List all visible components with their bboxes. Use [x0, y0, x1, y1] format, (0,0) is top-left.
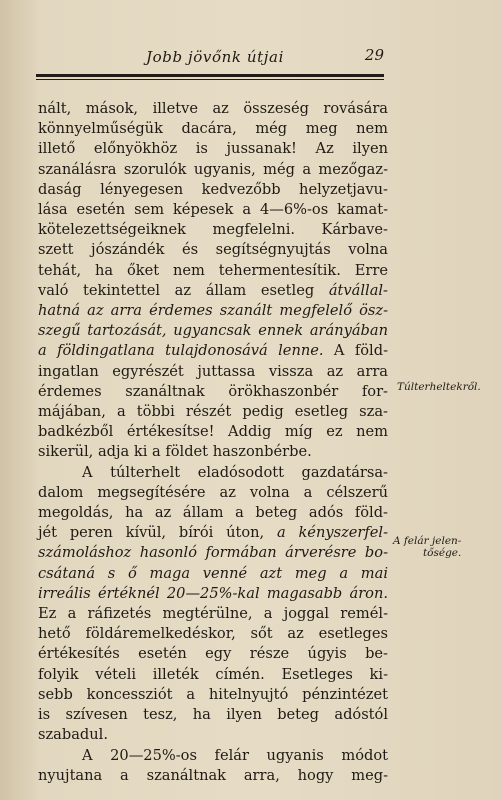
text-line: szabadul. — [38, 726, 108, 744]
emphasis-text: átvállal- — [328, 281, 388, 299]
text-line — [38, 523, 388, 543]
emphasis-line: hatná az arra érdemes szanált megfelelő ösz- — [38, 302, 388, 320]
text-line: dalom megsegítésére az volna a célszerű — [38, 483, 388, 501]
text-line: daság lényegesen kedvezőbb helyzetjavu- — [38, 180, 388, 198]
margin-note-line: tősége. — [422, 547, 462, 559]
margin-note-tulterheltekrol: Túlterheltekről. — [397, 381, 481, 393]
text-segment: jét peren kívül, bírói úton, — [38, 524, 277, 542]
text-line: hető földáremelkedéskor, sőt az esetleges — [38, 625, 388, 643]
body-text — [38, 99, 388, 786]
text-line: is szívesen tesz, ha ilyen beteg adóstól — [38, 706, 388, 724]
text-segment: A föld- — [323, 342, 388, 360]
text-line: Ez a ráfizetés megtérülne, a joggal remél- — [38, 605, 388, 623]
text-line: sikerül, adja ki a földet haszonbérbe. — [38, 443, 312, 461]
paragraph-start-line: A 20—25%-os felár ugyanis módot — [82, 746, 388, 764]
text-segment: való tekintettel az állam esetleg — [38, 281, 329, 299]
text-line: tehát, ha őket nem tehermentesítik. Erre — [38, 261, 388, 279]
emphasis-line: számoláshoz hasonló formában árverésre bo- — [38, 544, 388, 562]
text-line: lása esetén sem képesek a 4—6%-os kamat- — [38, 201, 388, 219]
text-line: szett jószándék és segítségnyujtás volna — [38, 241, 388, 259]
text-line: ingatlan egyrészét juttassa vissza az arra — [38, 362, 388, 380]
emphasis-text: a kényszerfel- — [276, 524, 389, 542]
text-line: illető előnyökhöz is jussanak! Az ilyen — [38, 140, 388, 158]
text-line: megoldás, ha az állam a beteg adós föld- — [38, 504, 388, 522]
text-line — [38, 281, 388, 301]
header-rule — [36, 74, 384, 80]
text-line — [38, 341, 388, 361]
text-line: szanálásra szorulók ugyanis, még a mezőgaz- — [38, 160, 388, 178]
running-header — [38, 46, 384, 72]
text-line: májában, a többi részét pedig esetleg sza- — [38, 403, 388, 421]
text-line: nált, mások, illetve az összeség rovására — [38, 100, 388, 117]
text-line: nyujtana a szanáltnak arra, hogy meg- — [38, 766, 388, 784]
emphasis-line: irreális értéknél 20—25%-kal magasabb áron. — [38, 584, 388, 602]
margin-note-felar — [393, 535, 461, 559]
emphasis-line: csátaná s ő maga venné azt meg a mai — [38, 564, 388, 582]
running-title: Jobb jövőnk útjai — [146, 48, 285, 66]
page-number: 29 — [364, 46, 384, 64]
text-line: könnyelműségük dacára, még meg nem — [38, 120, 388, 138]
text-line: badkézből értékesítse! Addig míg ez nem — [38, 423, 388, 441]
text-line: értékesítés esetén egy része úgyis be- — [38, 645, 388, 663]
paragraph-start-line: A túlterhelt eladósodott gazdatársa- — [82, 463, 388, 481]
margin-note-line: A felár jelen- — [393, 535, 462, 547]
text-line: kötelezettségeiknek megfelelni. Kárbave- — [38, 221, 388, 239]
text-line: sebb koncessziót a hitelnyujtó pénzintézet — [38, 685, 388, 703]
emphasis-line: szegű tartozását, ugyancsak ennek arányában — [38, 322, 388, 340]
emphasis-text: a földingatlana tulajdonosává lenne. — [38, 342, 324, 360]
text-line: érdemes szanáltnak örökhaszonbér for- — [38, 382, 388, 400]
text-line: folyik vételi illeték címén. Esetleges ki- — [38, 665, 388, 683]
